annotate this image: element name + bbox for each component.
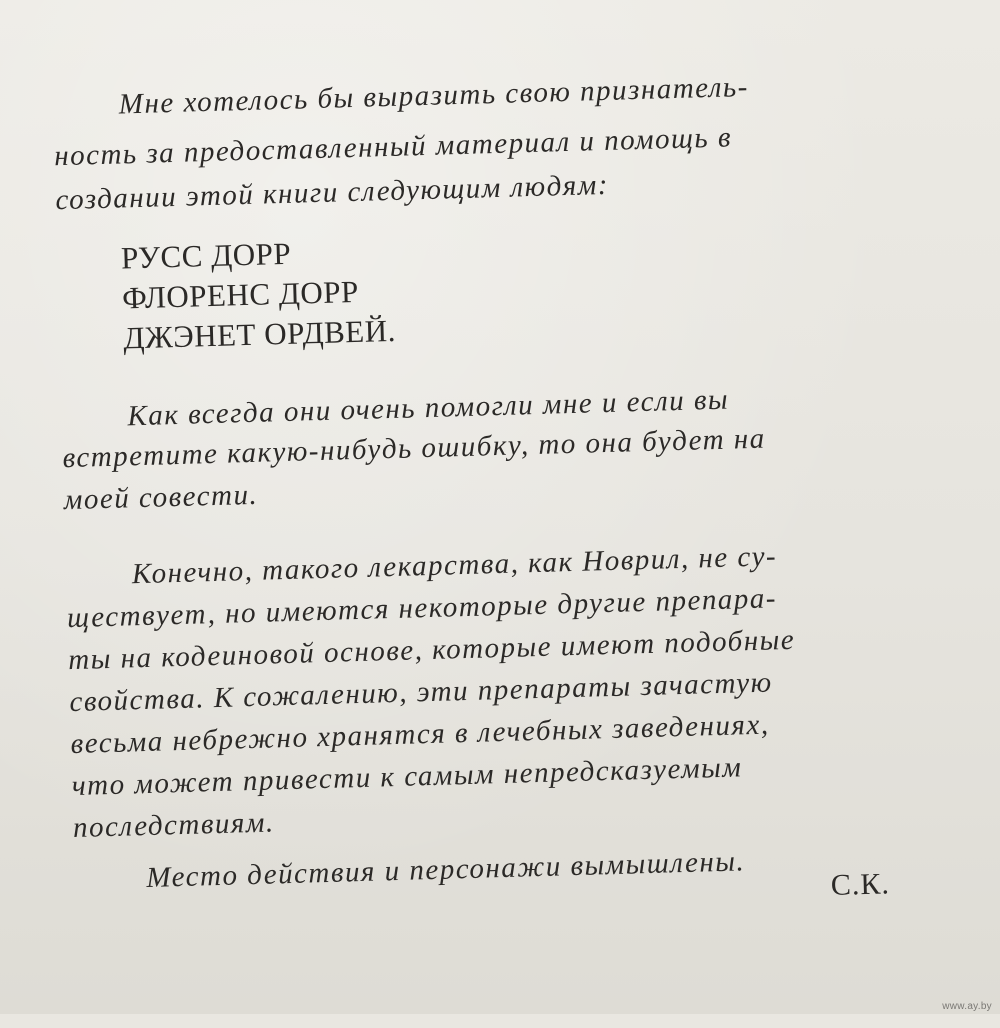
text-line: Место действия и персонажи вымышлены. — [145, 845, 746, 895]
name-item: ФЛОРЕНС ДОРР — [121, 273, 360, 316]
acknowledgement-paragraph — [0, 0, 986, 217]
text-line: Мне хотелось бы выразить свою признатель- — [118, 70, 750, 121]
name-item: РУСС ДОРР — [120, 235, 292, 276]
text-line: ществует, но имеются некоторые другие препара- — [66, 582, 778, 635]
text-line: что может привести к самым непредсказуемым — [71, 751, 743, 803]
text-line: ность за предоставленный материал и помощь в — [53, 121, 733, 173]
watermark: www.ay.by — [942, 1001, 992, 1012]
text-line: свойства. К сожалению, эти препараты зачастую — [69, 666, 774, 719]
text-line: встретите какую-нибудь ошибку, то она будет на — [62, 422, 767, 475]
text-line: Конечно, такого лекарства, как Новрил, не су- — [131, 540, 778, 591]
text-line: создании этой книги следующим людям: — [55, 168, 610, 217]
text-line: весьма небрежно хранятся в лечебных заведениях, — [70, 708, 770, 761]
author-signature: С.К. — [830, 867, 891, 902]
text-line: ты на кодеиновой основе, которые имеют подобные — [67, 623, 796, 677]
text-line: Как всегда они очень помогли мне и если вы — [127, 383, 730, 433]
name-item: ДЖЭНЕТ ОРДВЕЙ. — [122, 312, 397, 356]
text-line: последствиям. — [72, 806, 276, 845]
text-line: моей совести. — [63, 478, 259, 517]
